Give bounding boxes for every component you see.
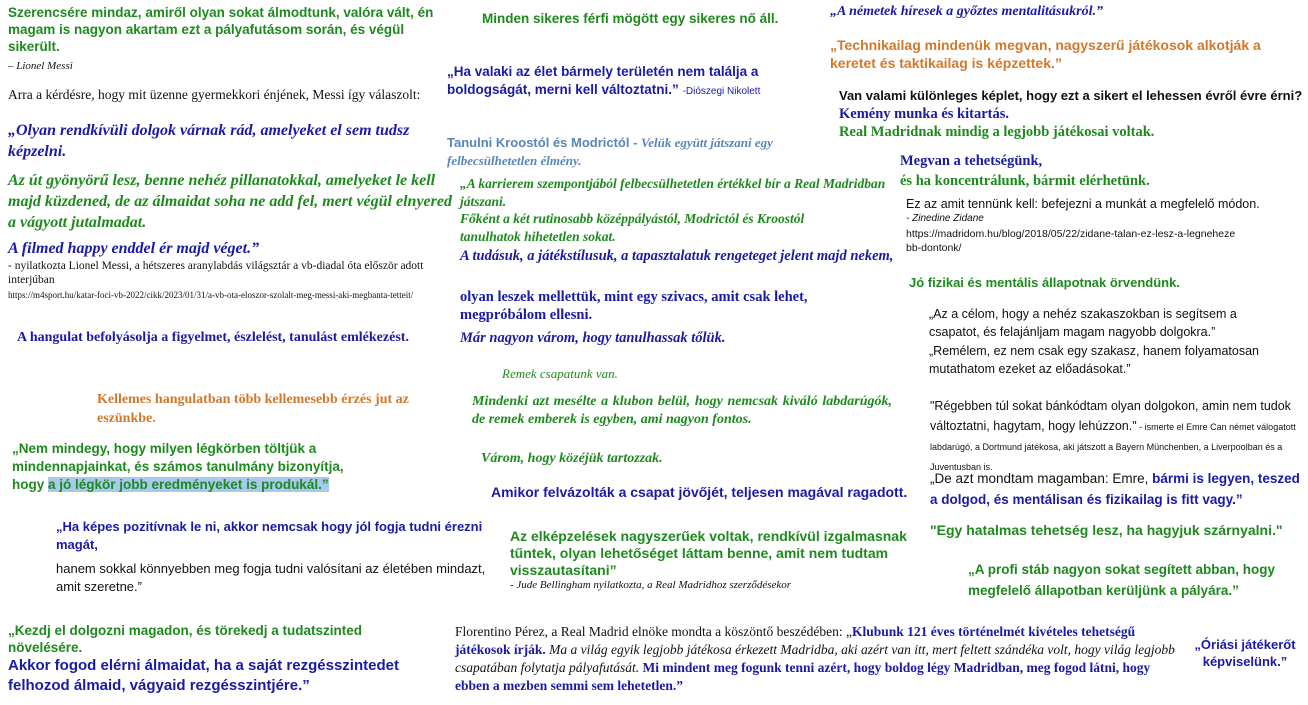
learn-heading-b: Velük együtt játszani egy felbecsülhetetlen élmény. [447, 135, 773, 168]
big-talent-quote: "Egy hatalmas tehetség lesz, ha hagyjuk szárnyalni." [930, 522, 1283, 538]
waiting-quote: Már nagyon várom, hogy tanulhassak tőlük. [460, 330, 726, 346]
condition-quote: Jó fizikai és mentális állapotnak örvendünk. [909, 275, 1180, 290]
sponge-quote: olyan leszek mellettük, mint egy szivacs, amit csak lehet, megpróbálom ellesni. [460, 289, 808, 323]
talent-line-2: és ha koncentrálunk, bármit elérhetünk. [900, 173, 1150, 189]
emre-quote-b: bármi is legyen, teszed a dolgod, és mentálisan és fizikailag is fitt vagy.” [930, 471, 1300, 507]
mood-line-2: Kellemes hangulatban több kellemesebb érzés jut az eszünkbe. [97, 392, 409, 426]
regret-quote-text: "Régebben túl sokat bánkódtam olyan dolgokon, amin nem tudok változtatni, hagytam, hogy lehúzzon." [930, 399, 1291, 433]
messi-question: Arra a kérdésre, hogy mit üzenne gyermekkori énjének, Messi így válaszolt: [8, 87, 421, 102]
positive-line-1: „Ha képes pozitívnak le ni, akkor nemcsak hogy jól fogja tudni érezni magát, [56, 519, 483, 552]
mood-line-3-text: „Nem mindegy, hogy milyen légkörben töltjük a mindennapjainkat, és számos tanulmány bizonyítja, hogy [12, 441, 344, 492]
formula-question: Van valami különleges képlet, hogy ezt a sikert el lehessen évről évre érni? [839, 88, 1303, 103]
change-quote-author: -Diószegi Nikolett [682, 86, 761, 97]
success-man-quote: Minden sikeres férfi mögött egy sikeres nő áll. [482, 11, 779, 26]
ideas-quote: Az elképzelések nagyszerűek voltak, rendkívül izgalmasnak tűntek, olyan lehetőséget láttam benne, amit nem tudtam visszautasítani” [510, 528, 907, 578]
emre-quote [930, 468, 1305, 510]
club-quote: Mindenki azt mesélte a klubon belül, hogy nemcsak kiváló labdarúgók, de remek emberek is egyben, ami nagyon fontos. [472, 394, 892, 427]
join-quote: Várom, hogy közéjük tartozzak. [481, 451, 663, 466]
talent-line-1: Megvan a tehetségünk, [900, 153, 1043, 169]
mood-line-1: A hangulat befolyásolja a figyelmet, észlelést, tanulást emlékezést. [17, 330, 409, 345]
emre-note: - ismerte el Emre Can német válogatott labdarúgó, a Dortmund játékosa, aki játszott a Bayern Münchenben, a Liverpoolban és a Juventusban is. [930, 422, 1296, 472]
zidane-url[interactable]: https://madridom.hu/blog/2018/05/22/zidane-talan-ez-lesz-a-legnehezebb-dontonk/ [906, 228, 1236, 254]
perez-italic: Ma a világ egyik legjobb játékosa érkezett Madridba, aki azért van itt, mert feltett szándéka volt, hogy világ legjobb csapatában folytatja pályafutását. [455, 642, 1175, 675]
messi-author: – Lionel Messi [8, 60, 73, 72]
messi-answer-1: „Olyan rendkívüli dolgok várnak rád, amelyeket el sem tudsz képzelni. [8, 122, 410, 160]
messi-source-url[interactable]: https://m4sport.hu/katar-foci-vb-2022/cikk/2023/01/31/a-vb-ota-eloszor-szolalt-meg-messi-aki-megbanta-tetteit/ [8, 290, 414, 300]
future-quote: Amikor felvázolták a csapat jövőjét, teljesen magával ragadott. [491, 484, 908, 500]
messi-answer-3: A filmed happy enddel ér majd véget.” [8, 240, 260, 257]
learn-heading [447, 134, 837, 170]
goal-quote-1: „Az a célom, hogy a nehéz szakaszokban is segítsem a csapatot, és felajánljam magam nagyobb dolgokra.” [929, 307, 1237, 339]
career-quote: „A karrierem szempontjából felbecsülhetetlen értékkel bír a Real Madridban játszani. [460, 176, 886, 209]
learn-heading-a: Tanulni Kroostól és Modrictól - [447, 135, 642, 150]
jude-source: - Jude Bellingham nyilatkozta, a Real Madridhoz szerződésekor [510, 579, 792, 591]
technical-quote: „Technikailag mindenük megvan, nagyszerű játékosok alkotják a keretet és taktikailag is képzettek.” [830, 37, 1261, 71]
perez-bold-1: Klubunk 121 éves történelmét kivételes tehetségű játékosok írják. [455, 624, 1136, 657]
change-quote-text: „Ha valaki az élet bármely területén nem találja a boldogságát, merni kell változtatni.” [447, 64, 759, 97]
midfielders-quote: Főként a két rutinosabb középpályástól, Modrictól és Kroostól tanulhatok hihetetlen sokat. [460, 211, 805, 244]
staff-quote: „A profi stáb nagyon sokat segített abban, hogy megfelelő állapotban kerüljünk a pályára.” [968, 562, 1276, 598]
germans-quote: „A németek híresek a győztes mentalitásukról.” [830, 4, 1104, 19]
goal-quote-2: „Remélem, ez nem csak egy szakasz, hanem folyamatosan mutathatom ezeket az előadásokat.” [929, 344, 1259, 376]
giant-strength-quote: „Óriási játékerőt képviselünk.” [1194, 637, 1296, 669]
mood-line-3 [12, 440, 362, 494]
perez-intro: Florentino Pérez, a Real Madrid elnöke mondta a köszöntő beszédében: „ [455, 624, 852, 639]
vibration-line-1: „Kezdj el dolgozni magadon, és törekedj a tudatszinted növelésére. [8, 623, 363, 655]
hard-work-answer: Kemény munka és kitartás. [839, 106, 1009, 122]
change-quote [447, 63, 817, 101]
knowledge-quote: A tudásuk, a játékstílusuk, a tapasztalatuk rengeteget jelent majd nekem, [460, 248, 894, 264]
perez-bold-2: Mi mindent meg fogunk tenni azért, hogy boldog légy Madridban, meg fogod látni, hogy ebben a mezben semmi sem lehetetlen.” [455, 660, 1151, 693]
perez-quote [455, 623, 1180, 695]
emre-quote-a: „De azt mondtam magamban: Emre, [930, 471, 1153, 486]
regret-quote [930, 396, 1305, 476]
messi-source: - nyilatkozta Lionel Messi, a hétszeres aranylabdás világsztár a vb-diadal óta először adott interjúban [8, 260, 424, 286]
highlighted-text: a jó légkör jobb eredményeket is produkál.” [48, 477, 329, 492]
zidane-quote: Ez az amit tennünk kell: befejezni a munkát a megfelelő módon. [906, 197, 1260, 211]
vibration-line-2: Akkor fogod elérni álmaidat, ha a saját rezgésszintedet felhozod álmaid, vágyaid rezgésszintjére.” [8, 657, 399, 694]
messi-answer-2: Az út gyönyörű lesz, benne nehéz pillanatokkal, amelyeket le kell majd küzdened, de az álmaidat soha ne add fel, mert végül elnyered a vágyott jutalmadat. [8, 172, 452, 231]
zidane-author: - Zinedine Zidane [906, 213, 984, 224]
team-quote: Remek csapatunk van. [502, 366, 618, 381]
best-players-answer: Real Madridnak mindig a legjobb játékosai voltak. [839, 124, 1155, 140]
positive-line-2: hanem sokkal könnyebben meg fogja tudni valósítani az életében mindazt, amit szeretne.” [56, 561, 486, 594]
messi-quote: Szerencsére mindaz, amiről olyan sokat álmodtunk, valóra vált, én magam is nagyon akartam ezt a pályafutásom során, és végül sikerült. [8, 5, 434, 54]
